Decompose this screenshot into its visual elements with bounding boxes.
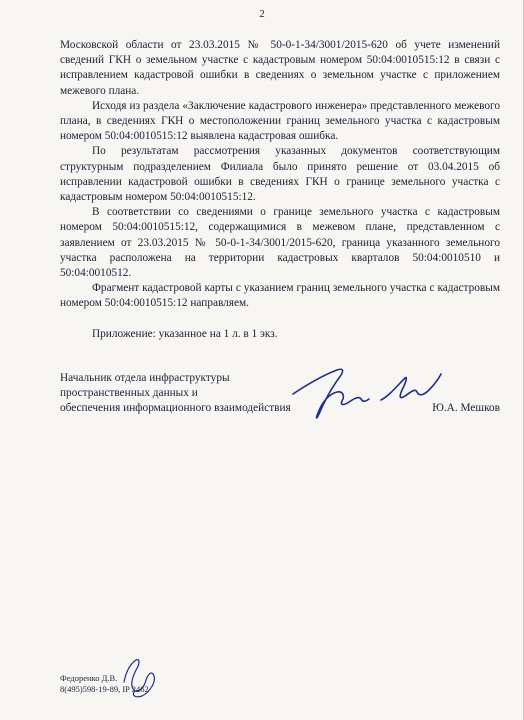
paragraph-map-fragment: Фрагмент кадастровой карты с указанием границ земельного участка с кадастровым номером 50:04:0010515:12 направляем. (60, 282, 500, 310)
signatory-position-line: обеспечения информационного взаимодействия (60, 402, 291, 414)
paragraph-boundary-location: В соответствии со сведениями о границе земельного участка с кадастровым номером 50:04:0010515:12, содержащимися в межевом плане, представленном с заявлением от 23.03.2015 № 50-0-1-34/3001/2015-620, граница указанного земельного участка расположена на территории кадастровых кварталов 50:04:0010510 и 50:04:0010512. (60, 206, 500, 280)
signatory-position-line: пространственных данных и (60, 387, 198, 399)
executor-phone: 8(495)598-19-89, IP 2462 (60, 684, 149, 694)
appendix-note: Приложение: указанное на 1 л. в 1 экз. (92, 327, 278, 340)
letter-body (60, 38, 500, 342)
signatory-position-line: Начальник отдела инфраструктуры (60, 372, 230, 384)
executor-info (60, 673, 149, 695)
paragraph-continuation: Московской области от 23.03.2015 № 50-0-1-34/3001/2015-620 об учете изменений сведений ГКН о земельном участке с кадастровым номером 50:04:0010515:12 в связи с исправлением кадастровой ошибки в сведениях о земельном участке с приложением межевого плана. (60, 39, 500, 97)
signature-graphic (285, 356, 465, 426)
signatory-name: Ю.А. Мешков (432, 402, 500, 414)
executor-name: Федоренко Д.В. (60, 673, 118, 683)
paragraph-decision: По результатам рассмотрения указанных документов соответствующим структурным подразделением Филиала было принято решение от 03.04.2015 об исправлении кадастровой ошибки в сведениях ГКН о границе земельного участка с кадастровым номером 50:04:0010515:12. (60, 145, 500, 204)
paragraph-engineer-conclusion: Исходя из раздела «Заключение кадастрового инженера» представленного межевого плана, в сведениях ГКН о местоположении границ земельного участка с кадастровым номером 50:04:0010515:12 выявлена кадастровая ошибка. (60, 99, 500, 143)
page-number: 2 (259, 8, 265, 20)
